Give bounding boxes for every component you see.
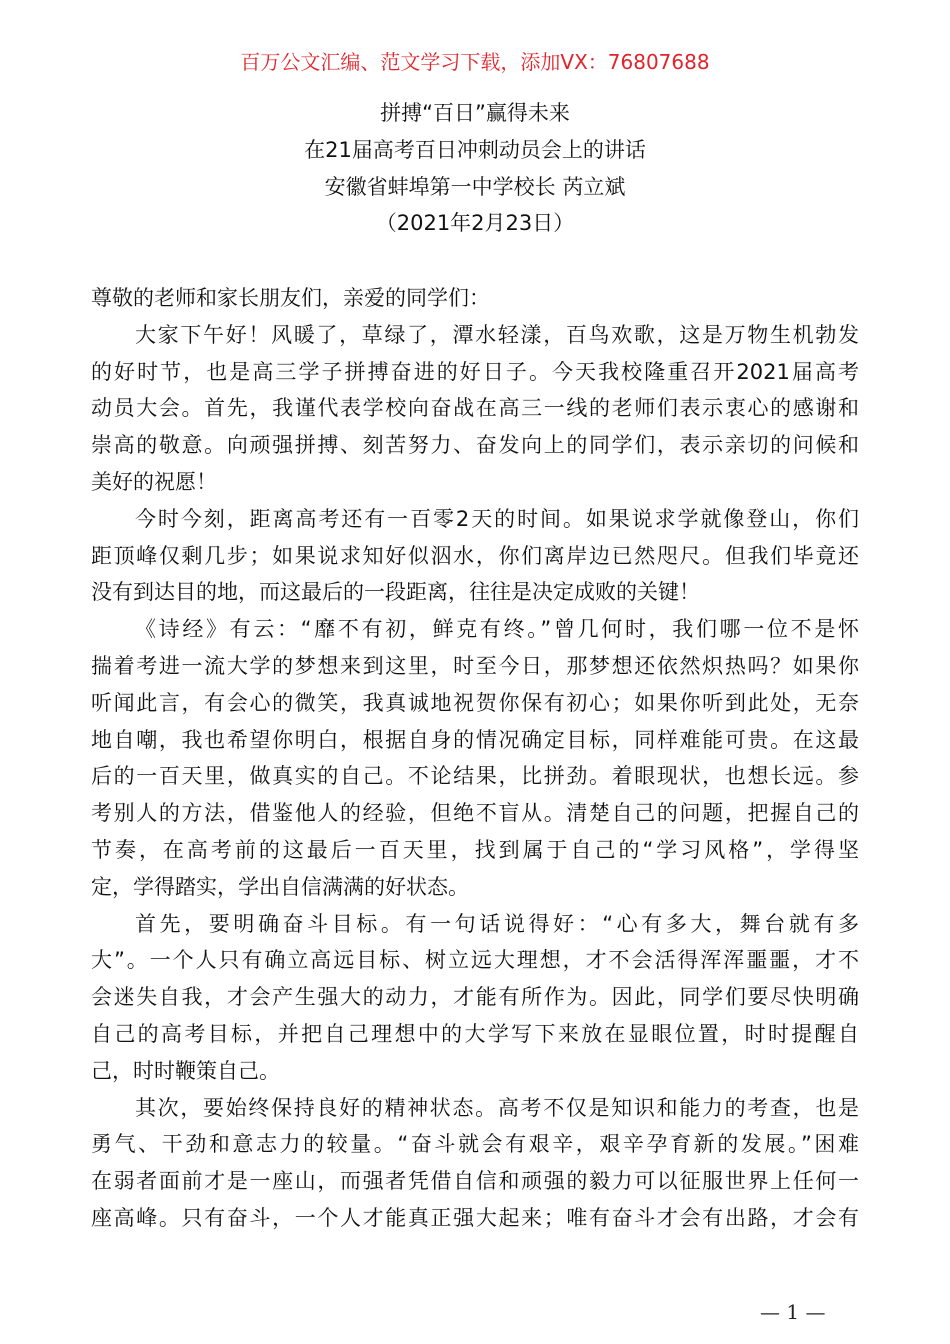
paragraph-line: 会迷失自我，才会产生强大的动力，才能有所作为。因此，同学们要尽快明确: [91, 985, 859, 1010]
document-subtitle: 在21届高考百日冲刺动员会上的讲话: [304, 138, 646, 162]
document-author: 安徽省蚌埠第一中学校长 芮立斌: [324, 175, 626, 199]
watermark-banner: 百万公文汇编、范文学习下载，添加VX：76807688: [240, 50, 710, 74]
paragraph-line: 自己的高考目标，并把自己理想中的大学写下来放在显眼位置，时时提醒自: [91, 1021, 859, 1046]
paragraph-line: 《诗经》有云：“靡不有初，鲜克有终。”曾几何时，我们哪一位不是怀: [135, 617, 859, 642]
paragraph-line: 的好时节，也是高三学子拼搏奋进的好日子。今天我校隆重召开2021届高考: [91, 359, 859, 384]
paragraph-line: 己，时时鞭策自己。: [91, 1058, 280, 1083]
document-date: （2021年2月23日）: [375, 211, 575, 235]
paragraph-line: 崇高的敬意。向顽强拼搏、刻苦努力、奋发向上的同学们，表示亲切的问候和: [91, 433, 859, 458]
paragraph-line: 定，学得踏实，学出自信满满的好状态。: [91, 874, 469, 899]
paragraph-line: 美好的祝愿！: [91, 469, 217, 494]
paragraph-line: 听闻此言，有会心的微笑，我真诚地祝贺你保有初心；如果你听到此处，无奈: [91, 690, 859, 715]
page-number: — 1 —: [760, 1300, 826, 1324]
paragraph-line: 大家下午好！风暖了，草绿了，潭水轻漾，百鸟欢歌，这是万物生机勃发: [135, 322, 859, 347]
paragraph-line: 没有到达目的地，而这最后的一段距离，往往是决定成败的关键！: [91, 580, 700, 605]
paragraph-line: 揣着考进一流大学的梦想来到这里，时至今日，那梦想还依然炽热吗？如果你: [91, 653, 859, 678]
paragraph-line: 其次，要始终保持良好的精神状态。高考不仅是知识和能力的考查，也是: [135, 1095, 859, 1120]
paragraph-line: 勇气、干劲和意志力的较量。“奋斗就会有艰辛，艰辛孕育新的发展。”困难: [91, 1132, 859, 1157]
paragraph-line: 地自嘲，我也希望你明白，根据自身的情况确定目标，同样难能可贵。在这最: [91, 727, 859, 752]
paragraph-line: 动员大会。首先，我谨代表学校向奋战在高三一线的老师们表示衷心的感谢和: [91, 396, 859, 421]
document-body: [91, 280, 859, 1237]
paragraph-line: 今时今刻，距离高考还有一百零2天的时间。如果说求学就像登山，你们: [135, 506, 859, 531]
paragraph-line: 距顶峰仅剩几步；如果说求知好似泅水，你们离岸边已然咫尺。但我们毕竟还: [91, 543, 859, 568]
paragraph-line: 后的一百天里，做真实的自己。不论结果，比拼劲。着眼现状，也想长远。参: [91, 764, 859, 789]
paragraph-line: 在弱者面前才是一座山，而强者凭借自信和顽强的毅力可以征服世界上任何一: [91, 1169, 859, 1194]
document-title: 拼搏“百日”赢得未来: [380, 101, 570, 125]
paragraph-line: 座高峰。只有奋斗，一个人才能真正强大起来；唯有奋斗才会有出路，才会有: [91, 1205, 859, 1230]
paragraph-line: 大”。一个人只有确立高远目标、树立远大理想，才不会活得浑浑噩噩，才不: [91, 948, 859, 973]
paragraph-line: 尊敬的老师和家长朋友们，亲爱的同学们：: [91, 286, 490, 310]
paragraph-line: 首先，要明确奋斗目标。有一句话说得好：“心有多大，舞台就有多: [135, 911, 859, 936]
paragraph-line: 考别人的方法，借鉴他人的经验，但绝不盲从。清楚自己的问题，把握自己的: [91, 801, 859, 826]
paragraph-line: 节奏，在高考前的这最后一百天里，找到属于自己的“学习风格”，学得坚: [91, 837, 859, 862]
